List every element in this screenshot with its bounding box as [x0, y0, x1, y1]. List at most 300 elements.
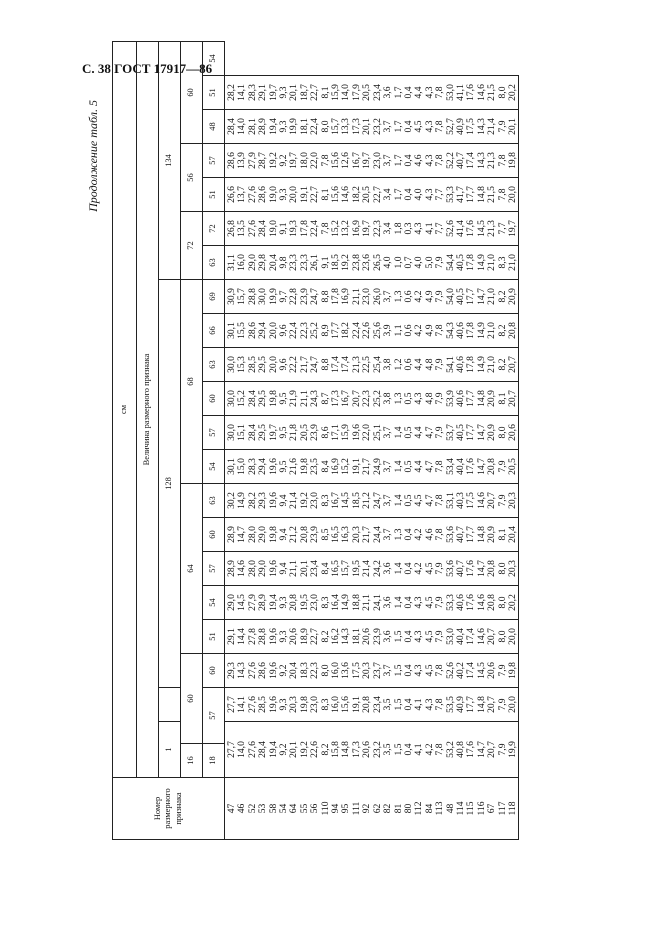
table-cell: 22,6	[309, 741, 321, 758]
table-cell: 0,4	[402, 528, 414, 541]
table-cell: 0,4	[402, 743, 414, 756]
table-cell: 29,4	[257, 458, 269, 475]
table-cell: 17,7	[465, 424, 477, 441]
table-cell: 19,2	[298, 741, 310, 758]
table-cell: 117	[496, 801, 508, 816]
data-row	[225, 41, 519, 839]
g5-h3: 63	[203, 348, 225, 382]
table-cell: 0,5	[402, 392, 414, 405]
table-cell: 19,1	[298, 186, 310, 203]
table-cell: 8,4	[319, 562, 331, 575]
table-cell: 21,0	[506, 254, 518, 271]
table-cell: 22,4	[309, 220, 321, 237]
table-cell: 27,8	[246, 628, 258, 645]
table-cell: 17,6	[465, 741, 477, 758]
table-cell: 4,3	[413, 392, 425, 405]
page-header: С. 38 ГОСТ 17917—86	[82, 61, 213, 76]
table-cell: 21,1	[298, 390, 310, 407]
table-cell: 17,4	[465, 152, 477, 169]
table-cell: 40,7	[454, 526, 466, 543]
value-column-0	[225, 722, 519, 778]
table-cell: 14,9	[475, 356, 487, 373]
group-134-header: 134	[159, 41, 181, 279]
table-cell: 4,2	[413, 562, 425, 575]
table-cell: 3,7	[382, 494, 394, 507]
table-cell: 4,1	[413, 743, 425, 756]
table-cell: 3,9	[382, 324, 394, 337]
table-cell: 24,7	[371, 492, 383, 509]
table-cell: 15,9	[340, 424, 352, 441]
table-cell: 20,5	[298, 424, 310, 441]
table-cell: 4,2	[423, 743, 435, 756]
table-cell: 3,7	[382, 460, 394, 473]
table-cell: 19,1	[350, 696, 362, 713]
table-cell: 7,8	[434, 664, 446, 677]
table-cell: 25,2	[309, 322, 321, 339]
table-cell: 20,6	[506, 424, 518, 441]
table-cell: 19,9	[267, 288, 279, 305]
table-cell: 1,8	[392, 222, 404, 235]
table-cell: 4,1	[423, 222, 435, 235]
table-cell: 18,2	[340, 322, 352, 339]
table-cell: 7,9	[434, 256, 446, 269]
value-column-1	[225, 688, 519, 722]
table-cell: 15,3	[236, 356, 248, 373]
table-cell: 25,2	[371, 390, 383, 407]
table-cell: 3,7	[382, 290, 394, 303]
table-cell: 1,5	[392, 664, 404, 677]
table-cell: 0,6	[402, 358, 414, 371]
table-cell: 23,8	[350, 254, 362, 271]
table-cell: 3,8	[382, 392, 394, 405]
table-cell: 20,1	[298, 560, 310, 577]
table-cell: 7,9	[496, 120, 508, 133]
table-cell: 1,4	[392, 562, 404, 575]
value-column-6	[225, 518, 519, 552]
table-cell: 24,7	[309, 288, 321, 305]
g9-h1: 51	[203, 76, 225, 110]
value-column-10	[225, 382, 519, 416]
table-cell: 9,3	[278, 188, 290, 201]
table-cell: 18,7	[298, 84, 310, 101]
table-cell: 8,6	[319, 426, 331, 439]
table-cell: 1,7	[392, 154, 404, 167]
table-cell: 14,5	[236, 594, 248, 611]
table-cell: 24,1	[371, 594, 383, 611]
table-cell: 0,4	[402, 154, 414, 167]
value-label-header: Величина размерного признака	[137, 41, 159, 777]
table-cell: 17,6	[465, 560, 477, 577]
table-cell: 28,6	[246, 322, 258, 339]
table-cell: 20,4	[506, 526, 518, 543]
table-cell: 4,5	[423, 630, 435, 643]
table-cell: 16,9	[330, 458, 342, 475]
g8-label: 56	[181, 144, 203, 212]
table-cell: 1,7	[392, 188, 404, 201]
table-cell: 40,6	[454, 356, 466, 373]
table-cell: 4,4	[413, 358, 425, 371]
value-column-13	[225, 280, 519, 314]
table-cell: 0,5	[402, 494, 414, 507]
table-cell: 4,2	[413, 324, 425, 337]
table-cell: 22,3	[298, 322, 310, 339]
value-column-14	[225, 246, 519, 280]
group-1-header: 1	[159, 722, 181, 778]
table-cell: 8,0	[319, 664, 331, 677]
value-column-11	[225, 348, 519, 382]
table-cell: 17,7	[465, 696, 477, 713]
table-cell: 0,7	[402, 256, 414, 269]
table-cell: 20,6	[288, 628, 300, 645]
table-cell: 27,6	[246, 220, 258, 237]
table-cell: 25,6	[371, 322, 383, 339]
table-cell: 4,2	[413, 290, 425, 303]
table-cell: 8,1	[496, 528, 508, 541]
table-cell: 9,3	[278, 630, 290, 643]
table-cell: 24,4	[371, 526, 383, 543]
table-cell: 17,9	[350, 84, 362, 101]
table-cell: 7,8	[434, 698, 446, 711]
value-column-18	[225, 110, 519, 144]
table-cell: 19,6	[267, 560, 279, 577]
table-cell: 18,9	[298, 628, 310, 645]
table-cell: 22,4	[309, 118, 321, 135]
table-cell: 20,2	[506, 594, 518, 611]
table-cell: 19,8	[506, 662, 518, 679]
table-cell: 7,8	[319, 154, 331, 167]
table-cell: 13,7	[236, 186, 248, 203]
table-cell: 15,6	[330, 186, 342, 203]
table-cell: 40,4	[454, 458, 466, 475]
table-cell: 20,8	[486, 458, 498, 475]
table-cell: 4,5	[413, 120, 425, 133]
table-cell: 28,0	[246, 560, 258, 577]
table-cell: 81	[392, 803, 404, 814]
table-cell: 7,9	[434, 290, 446, 303]
table-cell: 4,2	[413, 528, 425, 541]
table-cell: 115	[465, 801, 477, 816]
table-cell: 53,5	[444, 696, 456, 713]
table-cell: 20,7	[350, 390, 362, 407]
table-cell: 7,7	[434, 188, 446, 201]
table-cell: 4,3	[413, 630, 425, 643]
table-cell: 8,5	[319, 528, 331, 541]
table-cell: 18,5	[330, 254, 342, 271]
table-cell: 8,3	[319, 596, 331, 609]
table-cell: 0,3	[402, 222, 414, 235]
table-cell: 29,1	[257, 84, 269, 101]
value-column-3	[225, 620, 519, 654]
table-cell: 20,6	[486, 662, 498, 679]
table-cell: 23,4	[371, 696, 383, 713]
table-cell: 53,9	[444, 390, 456, 407]
table-cell: 111	[350, 801, 362, 816]
table-cell: 20,9	[486, 390, 498, 407]
table-cell: 21,4	[288, 492, 300, 509]
g8-h0: 51	[203, 178, 225, 212]
table-cell: 47	[226, 803, 237, 814]
g3-h2: 57	[203, 552, 225, 586]
table-cell: 52,6	[444, 662, 456, 679]
table-cell: 4,0	[413, 256, 425, 269]
table-cell: 29,8	[257, 254, 269, 271]
table-cell: 19,4	[267, 594, 279, 611]
table-cell: 28,9	[257, 118, 269, 135]
table-cell: 17,8	[465, 356, 477, 373]
table-cell: 13,3	[340, 118, 352, 135]
table-cell: 52	[246, 803, 258, 814]
table-cell: 24,7	[309, 356, 321, 373]
table-cell: 17,7	[465, 186, 477, 203]
table-cell: 7,9	[434, 562, 446, 575]
table-cell: 22,3	[309, 662, 321, 679]
table-cell: 18,1	[298, 118, 310, 135]
table-cell: 40,7	[454, 560, 466, 577]
table-cell: 20,8	[506, 322, 518, 339]
table-cell: 19,6	[350, 424, 362, 441]
table-cell: 16,7	[330, 492, 342, 509]
g6-h1: 72	[203, 212, 225, 246]
table-cell: 9,2	[278, 154, 290, 167]
table-cell: 14,1	[236, 696, 248, 713]
table-cell: 15,2	[330, 220, 342, 237]
table-cell: 20,0	[267, 356, 279, 373]
table-cell: 20,9	[486, 526, 498, 543]
table-cell: 95	[340, 803, 352, 814]
table-cell: 28,9	[226, 560, 237, 577]
table-cell: 21,6	[288, 458, 300, 475]
table-cell: 29,5	[257, 424, 269, 441]
table-cell: 21,9	[288, 390, 300, 407]
table-cell: 53,0	[444, 628, 456, 645]
table-cell: 40,8	[454, 741, 466, 758]
table-cell: 40,6	[454, 322, 466, 339]
table-cell: 8,0	[496, 426, 508, 439]
table-cell: 19,1	[350, 458, 362, 475]
table-cell: 7,8	[434, 494, 446, 507]
table-cell: 9,3	[278, 596, 290, 609]
table-cell: 17,8	[465, 254, 477, 271]
table-cell: 3,5	[382, 743, 394, 756]
table-cell: 17,8	[330, 288, 342, 305]
table-cell: 3,4	[382, 188, 394, 201]
table-cell: 19,7	[506, 220, 518, 237]
table-cell: 15,7	[236, 288, 248, 305]
table-cell: 62	[371, 803, 383, 814]
table-cell: 30,0	[257, 288, 269, 305]
table-cell: 19,0	[267, 186, 279, 203]
table-cell: 19,6	[267, 628, 279, 645]
table-cell: 8,3	[319, 698, 331, 711]
table-cell: 22,4	[288, 322, 300, 339]
table-cell: 28,1	[246, 118, 258, 135]
value-column-12	[225, 314, 519, 348]
table-cell: 5,0	[423, 256, 435, 269]
table-cell: 16,0	[330, 696, 342, 713]
table-cell: 8,1	[319, 86, 331, 99]
table-cell: 7,8	[434, 86, 446, 99]
table-cell: 17,8	[465, 322, 477, 339]
table-cell: 53,2	[444, 741, 456, 758]
table-cell: 20,8	[486, 560, 498, 577]
table-cell: 14,7	[475, 288, 487, 305]
table-cell: 19,7	[267, 84, 279, 101]
table-cell: 9,2	[278, 664, 290, 677]
table-cell: 4,0	[413, 188, 425, 201]
table-cell: 1,7	[392, 86, 404, 99]
table-cell: 13,6	[340, 662, 352, 679]
table-cell: 8,0	[496, 630, 508, 643]
table-cell: 17,7	[465, 390, 477, 407]
table-cell: 31,1	[226, 254, 237, 271]
table-cell: 20,1	[288, 741, 300, 758]
table-cell: 16,7	[340, 390, 352, 407]
table-cell: 4,3	[423, 120, 435, 133]
table-cell: 9,2	[278, 743, 290, 756]
table-cell: 0,6	[402, 290, 414, 303]
table-cell: 22,6	[361, 322, 373, 339]
table-cell: 8,2	[496, 324, 508, 337]
table-cell: 17,5	[350, 662, 362, 679]
table-cell: 20,3	[288, 696, 300, 713]
table-cell: 19,8	[267, 390, 279, 407]
table-cell: 16,5	[330, 560, 342, 577]
table-cell: 3,4	[382, 222, 394, 235]
table-cell: 20,9	[506, 288, 518, 305]
table-cell: 30,1	[226, 458, 237, 475]
table-cell: 21,7	[298, 356, 310, 373]
table-cell: 14,9	[475, 254, 487, 271]
table-cell: 17,4	[340, 356, 352, 373]
table-cell: 22,7	[371, 186, 383, 203]
g3-h3: 60	[203, 518, 225, 552]
row-number-column	[225, 778, 519, 840]
table-cell: 7,9	[496, 460, 508, 473]
g3-h1: 54	[203, 586, 225, 620]
table-cell: 14,0	[340, 84, 352, 101]
table-cell: 0,4	[402, 698, 414, 711]
table-cell: 53,0	[444, 84, 456, 101]
table-cell: 4,3	[423, 86, 435, 99]
table-cell: 3,5	[382, 698, 394, 711]
table-cell: 14,5	[340, 492, 352, 509]
g5-h1: 57	[203, 416, 225, 450]
table-cell: 40,5	[454, 424, 466, 441]
table-cell: 4,3	[423, 154, 435, 167]
table-cell: 28,8	[257, 628, 269, 645]
table-cell: 23,0	[309, 594, 321, 611]
table-cell: 4,4	[413, 426, 425, 439]
table-cell: 16,3	[340, 526, 352, 543]
table-cell: 1,5	[392, 630, 404, 643]
g1-sub2: 18	[203, 744, 225, 778]
table-cell: 19,8	[298, 458, 310, 475]
group-128-header: 128	[159, 280, 181, 688]
table-cell: 17,6	[465, 458, 477, 475]
table-cell: 1,7	[392, 120, 404, 133]
table-cell: 28,4	[246, 424, 258, 441]
value-column-2	[225, 654, 519, 688]
table-cell: 14,5	[475, 662, 487, 679]
table-cell: 4,7	[423, 494, 435, 507]
table-cell: 19,4	[267, 741, 279, 758]
table-cell: 40,6	[454, 594, 466, 611]
table-cell: 94	[330, 803, 342, 814]
g5-h0: 54	[203, 450, 225, 484]
table-cell: 19,5	[350, 560, 362, 577]
table-cell: 8,2	[319, 743, 331, 756]
table-cell: 23,5	[309, 458, 321, 475]
table-cell: 15,8	[330, 741, 342, 758]
table-cell: 20,8	[361, 696, 373, 713]
table-cell: 21,7	[361, 526, 373, 543]
data-table	[112, 41, 519, 840]
g9-h0: 48	[203, 110, 225, 144]
table-cell: 24,3	[309, 390, 321, 407]
table-cell: 23,7	[371, 662, 383, 679]
table-cell: 20,3	[361, 662, 373, 679]
table-cell: 20,7	[486, 696, 498, 713]
table-cell: 17,1	[330, 424, 342, 441]
table-cell: 7,8	[496, 154, 508, 167]
table-cell: 54,3	[444, 322, 456, 339]
table-cell: 8,7	[319, 392, 331, 405]
table-cell: 110	[319, 801, 331, 816]
table-cell: 30,0	[226, 424, 237, 441]
table-cell: 4,9	[423, 324, 435, 337]
table-cell: 4,5	[423, 596, 435, 609]
table-cell: 19,6	[267, 696, 279, 713]
table-cell: 17,6	[465, 594, 477, 611]
table-cell: 16,9	[340, 288, 352, 305]
table-cell: 4,9	[423, 290, 435, 303]
table-cell: 27,6	[246, 186, 258, 203]
g1-sub1: 16	[181, 744, 203, 778]
table-cell: 19,3	[288, 220, 300, 237]
table-cell: 4,6	[423, 528, 435, 541]
table-cell: 28,8	[246, 288, 258, 305]
table-cell: 3,8	[382, 358, 394, 371]
table-cell: 9,7	[278, 290, 290, 303]
table-cell: 26,1	[309, 254, 321, 271]
table-cell: 14,3	[475, 152, 487, 169]
table-cell: 14,0	[236, 741, 248, 758]
table-cell: 41,4	[454, 220, 466, 237]
table-cell: 16,2	[330, 628, 342, 645]
table-cell: 19,9	[506, 741, 518, 758]
table-cell: 18,8	[350, 594, 362, 611]
table-cell: 8,0	[496, 596, 508, 609]
table-cell: 20,7	[486, 741, 498, 758]
table-cell: 28,3	[246, 84, 258, 101]
table-cell: 4,6	[413, 154, 425, 167]
table-cell: 7,8	[434, 324, 446, 337]
table-cell: 14,5	[475, 220, 487, 237]
table-cell: 27,6	[246, 696, 258, 713]
table-cell: 16,4	[330, 594, 342, 611]
table-cell: 19,8	[298, 696, 310, 713]
g2-h1: 60	[203, 654, 225, 688]
table-cell: 15,2	[236, 390, 248, 407]
table-cell: 17,3	[350, 118, 362, 135]
table-cell: 7,7	[434, 222, 446, 235]
table-cell: 20,1	[288, 84, 300, 101]
table-cell: 52,2	[444, 152, 456, 169]
table-cell: 14,3	[475, 118, 487, 135]
table-cell: 16,7	[350, 152, 362, 169]
table-cell: 20,8	[486, 594, 498, 611]
table-cell: 19,7	[361, 152, 373, 169]
